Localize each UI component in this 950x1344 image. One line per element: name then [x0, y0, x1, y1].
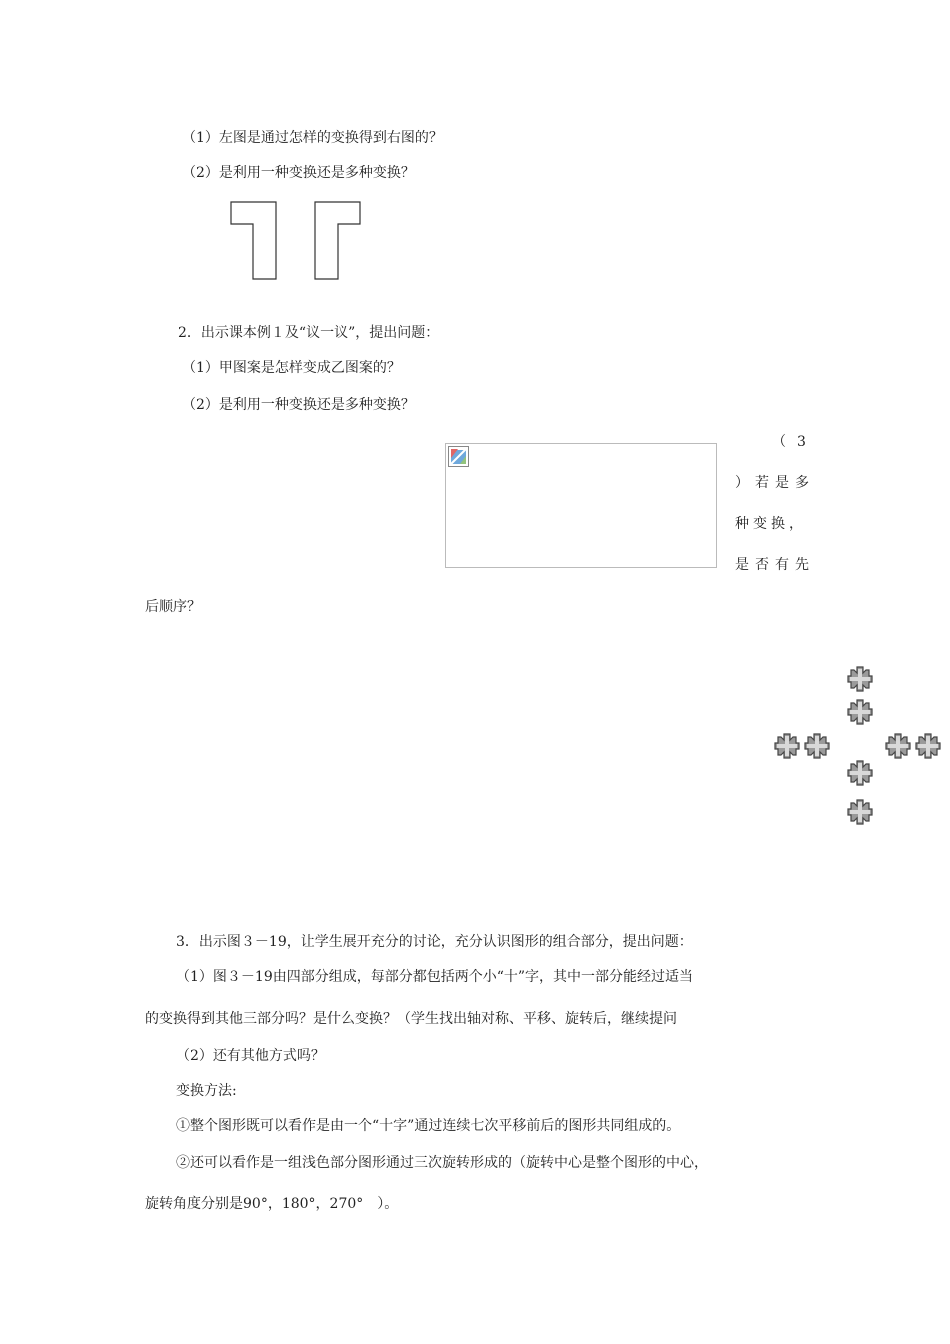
method-1: ①整个图形既可以看作是由一个“十字”通过连续七次平移前后的图形共同组成的。	[176, 1118, 681, 1134]
cross-left-1-icon	[775, 734, 799, 758]
broken-image-placeholder	[445, 443, 717, 568]
q3-sub1-line-2: 的变换得到其他三部分吗？是什么变换？（学生找出轴对称、平移、旋转后，继续提问	[145, 1011, 677, 1027]
l-shape-figures	[225, 196, 365, 286]
right-l-shape	[315, 202, 360, 279]
q3-sub2: （2）还有其他方式吗？	[176, 1048, 325, 1064]
broken-image-icon	[448, 446, 470, 468]
left-l-shape	[231, 202, 276, 279]
q1-line-1: （1）左图是通过怎样的变换得到右图的？	[182, 130, 443, 146]
cross-bottom-1-icon	[848, 761, 872, 785]
cross-right-1-icon	[886, 734, 910, 758]
method-title: 变换方法:	[176, 1083, 237, 1099]
cross-top-2-icon	[848, 700, 872, 724]
cross-bottom-2-icon	[848, 800, 872, 824]
cross-top-1-icon	[848, 667, 872, 691]
q2-line-3-part-c: 是否有先	[735, 557, 815, 573]
q2-heading: 2．出示课本例１及“议一议”，提出问题：	[178, 325, 440, 341]
method-2-line-2: 旋转角度分别是90°，180°，270° ）。	[145, 1196, 399, 1212]
cross-right-2-icon	[916, 734, 940, 758]
method-2-line-1: ②还可以看作是一组浅色部分图形通过三次旋转形成的（旋转中心是整个图形的中心，	[176, 1155, 708, 1171]
q2-line-2: （2）是利用一种变换还是多种变换？	[182, 397, 415, 413]
q2-line-3-part-b: 种变换，	[735, 516, 807, 532]
q2-line-1: （1）甲图案是怎样变成乙图案的？	[182, 360, 401, 376]
cross-left-2-icon	[805, 734, 829, 758]
q2-line-3-paren: （	[772, 434, 786, 450]
q1-line-2: （2）是利用一种变换还是多种变换？	[182, 165, 415, 181]
q3-heading: 3．出示图３－19，让学生展开充分的讨论，充分认识图形的组合部分，提出问题：	[176, 934, 693, 950]
cross-pattern-figure	[770, 660, 950, 840]
q3-sub1-line-1: （1）图３－19由四部分组成，每部分都包括两个小“十”字，其中一部分能经过适当	[176, 969, 694, 985]
q2-line-3-tail: 后顺序？	[145, 599, 201, 615]
q2-line-3-number: 3	[797, 434, 806, 450]
q2-line-3-part-a: ）若是多	[735, 475, 815, 491]
